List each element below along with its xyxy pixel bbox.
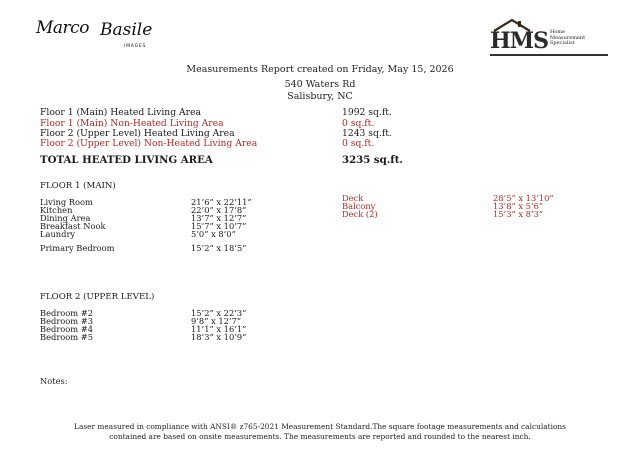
summary-label: Floor 1 (Main) Heated Living Area [40,107,201,118]
logo-subtitle: IMAGES [124,44,147,49]
summary-row [40,138,560,149]
exterior-name: Balcony [342,201,376,211]
room-dimensions: 22’0” x 17’8” [191,205,247,215]
report-title: Measurements Report created on Friday, May 15, 2026 [186,64,454,75]
room-dimensions: 15’2” x 22’3” [191,308,247,318]
room-name: Bedroom #4 [40,324,94,334]
exterior-name: Deck (2) [342,209,378,219]
summary-label: Floor 2 (Upper Level) Heated Living Area [40,128,235,139]
summary-value: 0 sq.ft. [342,138,375,149]
room-name: Laundry [40,229,76,239]
total-value: 3235 sq.ft. [342,154,403,166]
hms-tagline: Home Measurement Specialist [550,29,586,46]
exterior-dimensions: 28’5” x 13’10” [493,193,554,203]
summary-value: 1992 sq.ft. [342,107,392,118]
footer-line-2: contained are based on onsite measurements. The measurements are reported and rounded to the nearest inch. [109,431,531,441]
room-name: Breakfast Nook [40,221,106,231]
exterior-dimensions: 15’3” x 8’3” [493,209,544,219]
room-dimensions: 21’6” x 22’11” [191,197,252,207]
summary-label: Floor 1 (Main) Non-Heated Living Area [40,118,224,129]
room-dimensions: 5’0” x 8’0” [191,229,236,239]
room-name: Bedroom #5 [40,332,94,342]
exterior-name: Deck [342,193,364,203]
floor2-heading: FLOOR 2 (UPPER LEVEL) [40,292,155,302]
compliance-footer [30,422,610,441]
logo-script-first: Marco [36,18,89,38]
summary-label: Floor 2 (Upper Level) Non-Heated Living Area [40,138,258,149]
room-name: Bedroom #3 [40,316,94,326]
notes-label: Notes: [40,376,68,386]
footer-line-1: Laser measured in compliance with ANSI® z765-2021 Measurement Standard.The square footage measurements and calculations [74,422,566,431]
hms-letters: HMS [490,28,549,54]
room-dimensions: 9’8” x 12’7” [191,316,242,326]
summary-value: 0 sq.ft. [342,118,375,129]
total-label: TOTAL HEATED LIVING AREA [40,154,213,166]
address-line-2: Salisbury, NC [287,91,353,102]
marco-basile-logo [36,18,176,58]
floor1-heading: FLOOR 1 (MAIN) [40,181,116,191]
room-dimensions: 18’3” x 10’9” [191,332,247,342]
summary-row [40,107,560,118]
room-name: Bedroom #2 [40,308,94,318]
room-dimensions: 13’7” x 12’7” [191,213,247,223]
room-dimensions: 15’2” x 18’5” [191,243,247,253]
total-heated-area [40,154,560,166]
logo-script-second: Basile [100,20,153,40]
room-dimensions: 15’7” x 10’7” [191,221,247,231]
room-name: Kitchen [40,205,73,215]
room-name: Living Room [40,197,93,207]
room-name: Dining Area [40,213,91,223]
room-name: Primary Bedroom [40,243,115,253]
room-dimensions: 11’1” x 16’1” [191,324,247,334]
summary-value: 1243 sq.ft. [342,128,392,139]
logo-underline [490,54,608,56]
address-line-1: 540 Waters Rd [284,79,356,90]
hms-logo [490,20,610,62]
exterior-dimensions: 13’8” x 5’6” [493,201,544,211]
